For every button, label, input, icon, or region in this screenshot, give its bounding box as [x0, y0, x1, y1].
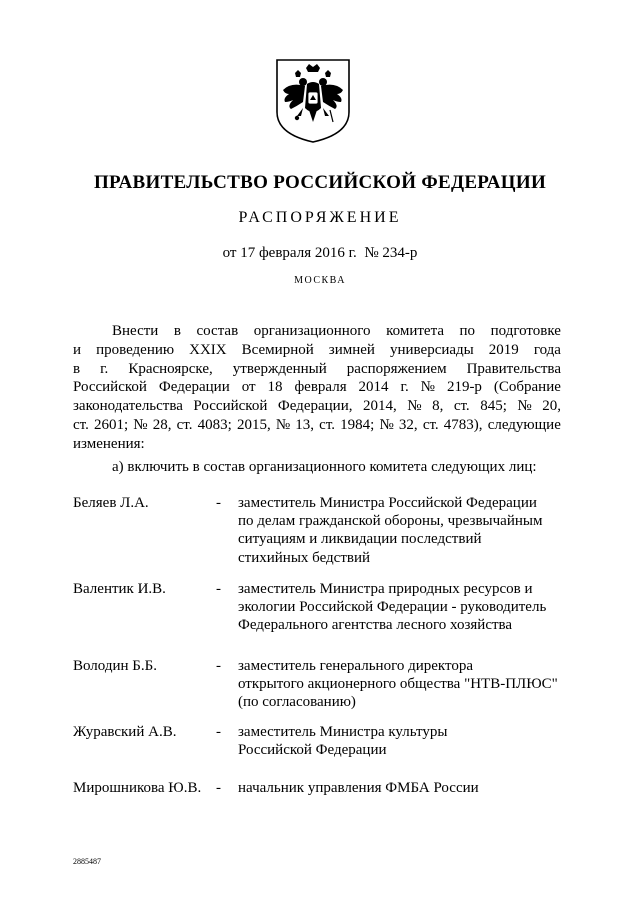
intro-word: №: [379, 416, 394, 433]
intro-word: №: [420, 379, 435, 396]
member-dash: -: [216, 658, 221, 674]
intro-word: 2014: [358, 379, 389, 396]
member-name: Журавский А.В.: [73, 724, 177, 740]
intro-word: 20,: [542, 398, 561, 415]
intro-word: №: [275, 416, 291, 433]
intro-word: ст.: [319, 416, 336, 433]
intro-word: комитета: [386, 323, 444, 339]
intro-word: ст.: [422, 416, 439, 433]
intro-line: [73, 378, 561, 397]
intro-line: [73, 397, 561, 416]
member-entry: [73, 657, 573, 711]
member-entry: [73, 779, 573, 797]
member-position-line: по делам гражданской обороны, чрезвычайным: [238, 513, 543, 530]
member-dash: -: [216, 495, 221, 511]
intro-word: состав: [196, 323, 239, 339]
city-name: МОСКВА: [294, 275, 346, 286]
intro-word: 2015,: [236, 416, 271, 433]
intro-word: года: [533, 341, 561, 358]
intro-word: ст.: [453, 398, 470, 415]
intro-word: февраля: [294, 379, 347, 396]
member-position-line: Федерального агентства лесного хозяйства: [238, 617, 513, 634]
member-entry: [73, 723, 573, 759]
intro-word: утвержденный: [232, 360, 327, 377]
intro-word: проведению: [96, 341, 175, 358]
member-position-line: ситуациям и ликвидации последствий: [238, 531, 482, 548]
intro-word: 32,: [398, 416, 418, 433]
intro-word: №: [517, 398, 532, 415]
intro-word: 2014,: [362, 398, 397, 415]
member-position: [238, 657, 583, 712]
intro-word: (Собрание: [493, 379, 561, 396]
intro-line: [73, 416, 561, 435]
intro-line: [73, 360, 561, 379]
intro-word: №: [133, 416, 148, 433]
intro-word: 8,: [432, 398, 444, 415]
intro-word: 18: [267, 379, 283, 396]
intro-word: Российской: [73, 379, 147, 396]
member-name: Мирошникова Ю.В.: [73, 780, 202, 796]
intro-word: 28,: [152, 416, 172, 433]
intro-word: Всемирной: [241, 341, 314, 358]
member-position-line: (по согласованию): [238, 694, 356, 711]
intro-word: распоряжением: [346, 360, 447, 377]
intro-word: 2019: [488, 341, 519, 358]
intro-word: 219-р: [446, 379, 482, 396]
intro-word: ст.: [176, 416, 193, 433]
intro-word: в: [173, 323, 181, 339]
intro-word: ст.: [73, 416, 89, 433]
intro-word: изменения:: [73, 435, 145, 452]
intro-word: 845;: [480, 398, 507, 415]
intro-word: 4083;: [197, 416, 232, 433]
intro-word: от: [241, 379, 256, 396]
intro-word: организационного: [253, 323, 371, 339]
intro-word: Внести: [112, 323, 159, 339]
intro-word: 1984;: [340, 416, 375, 433]
member-position-line: заместитель Министра Российской Федерации: [238, 495, 537, 511]
member-position-line: стихийных бедствий: [238, 549, 371, 566]
member-position: [238, 580, 583, 635]
intro-word: XXIX: [189, 341, 227, 358]
intro-word: подготовке: [490, 323, 561, 339]
member-dash: -: [216, 780, 221, 796]
member-position-line: открытого акционерного общества "НТВ-ПЛЮС": [238, 676, 558, 693]
member-dash: -: [216, 724, 221, 740]
member-name: Валентик И.В.: [73, 581, 166, 597]
intro-word: г.: [100, 360, 109, 377]
member-position-line: Российской Федерации: [238, 742, 387, 759]
member-entry: [73, 580, 573, 634]
intro-word: 13,: [295, 416, 315, 433]
member-position-line: заместитель Министра природных ресурсов и: [238, 581, 533, 597]
member-entry: [73, 494, 573, 566]
document-number: № 234-р: [364, 245, 418, 261]
member-position-line: начальник управления ФМБА России: [238, 780, 479, 796]
intro-word: и: [73, 341, 82, 358]
item-a-text: а) включить в состав организационного комитета следующих лиц:: [112, 459, 537, 475]
intro-word: 4783),: [443, 416, 483, 433]
intro-line: [73, 341, 561, 360]
intro-line: [73, 435, 561, 454]
russian-coat-of-arms-emblem: [273, 56, 353, 144]
member-dash: -: [216, 581, 221, 597]
intro-word: №: [407, 398, 422, 415]
document-date: от 17 февраля 2016 г.: [222, 245, 357, 261]
intro-word: Красноярске,: [128, 360, 213, 377]
intro-word: Российской: [193, 398, 268, 415]
intro-word: универсиады: [389, 341, 474, 358]
member-position: [238, 779, 583, 797]
intro-word: Федерации: [158, 379, 230, 396]
document-code: 2885487: [73, 857, 101, 866]
intro-word: законодательства: [73, 398, 183, 415]
intro-word: Правительства: [466, 360, 561, 377]
intro-word: Федерации,: [277, 398, 353, 415]
member-position: [238, 494, 583, 567]
intro-line: [73, 322, 561, 341]
intro-word: следующие: [487, 416, 561, 433]
intro-word: г.: [400, 379, 409, 396]
intro-word: зимней: [328, 341, 375, 358]
intro-paragraph: [73, 322, 561, 454]
member-position-line: заместитель Министра культуры: [238, 724, 448, 740]
member-position: [238, 723, 583, 759]
document-type: РАСПОРЯЖЕНИЕ: [238, 209, 402, 226]
intro-word: по: [459, 323, 476, 339]
document-date-line: [0, 245, 640, 262]
member-position-line: заместитель генерального директора: [238, 658, 474, 674]
member-name: Володин Б.Б.: [73, 658, 158, 674]
member-name: Беляев Л.А.: [73, 495, 149, 511]
intro-word: 2601;: [93, 416, 129, 433]
member-position-line: экологии Российской Федерации - руководитель: [238, 599, 547, 616]
intro-word: в: [73, 360, 81, 377]
government-title: ПРАВИТЕЛЬСТВО РОССИЙСКОЙ ФЕДЕРАЦИИ: [93, 172, 547, 193]
